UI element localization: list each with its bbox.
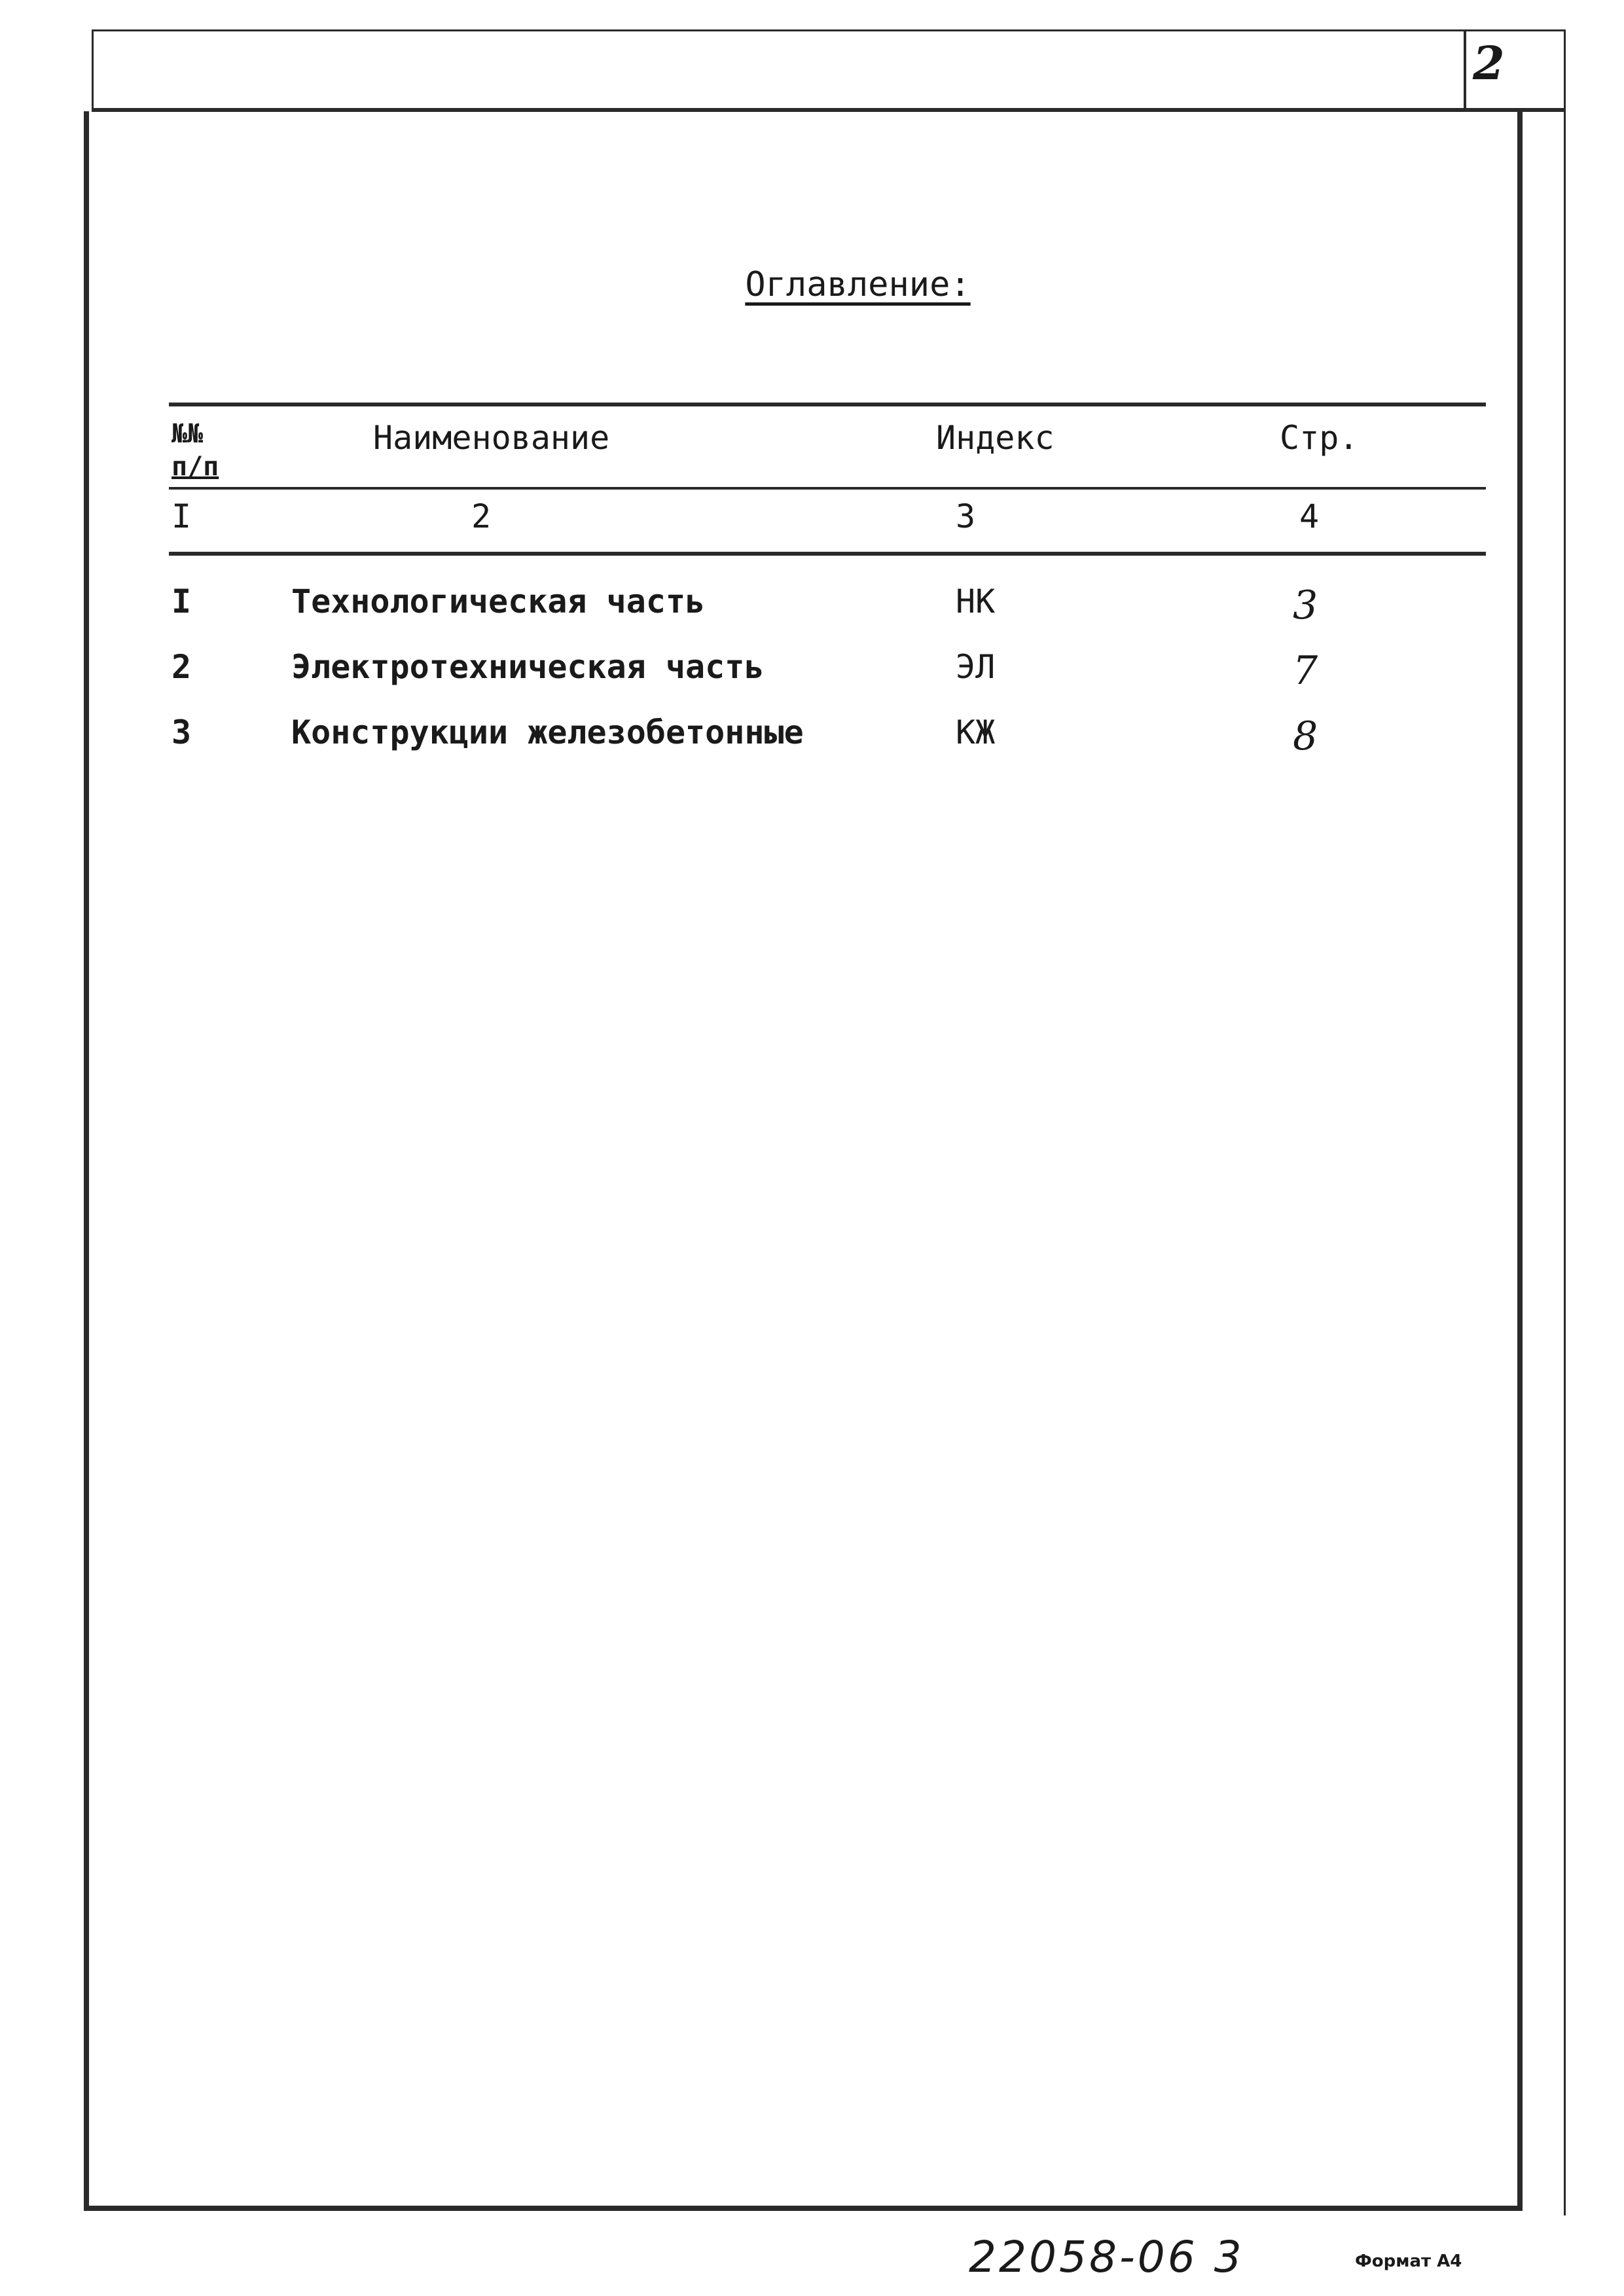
header-name: Наименование	[373, 419, 610, 457]
document-code: 22058-06 3	[969, 2232, 1244, 2282]
header-number-sublabel: п/п	[171, 452, 219, 482]
frame-header-bottom-line	[92, 108, 1566, 112]
header-number-label: №№	[171, 419, 204, 449]
table-header-rule	[169, 487, 1486, 490]
page-format-label: Формат А4	[1355, 2251, 1462, 2271]
frame-left-line	[84, 111, 89, 2209]
row-2-index: ЭЛ	[956, 648, 996, 686]
row-1-index: НК	[956, 583, 996, 620]
frame-outer-right-line	[1564, 29, 1566, 2215]
header-index: Индекс	[936, 419, 1055, 457]
table-top-rule	[169, 403, 1486, 406]
row-3-index: КЖ	[956, 713, 996, 751]
row-1-number: I	[171, 583, 192, 620]
frame-right-line	[1517, 111, 1523, 2209]
frame-bottom-line	[84, 2206, 1523, 2211]
page-number: 2	[1473, 36, 1505, 90]
column-number-3: 3	[956, 497, 976, 535]
row-2-name: Электротехническая часть	[291, 648, 765, 686]
frame-top-line	[92, 29, 1566, 31]
column-number-4: 4	[1299, 497, 1320, 535]
row-1-page: 3	[1293, 583, 1318, 628]
column-number-2: 2	[471, 497, 492, 535]
frame-header-left-line	[92, 29, 94, 111]
row-3-page: 8	[1293, 713, 1318, 759]
row-2-page: 7	[1293, 648, 1318, 694]
column-number-1: I	[171, 497, 192, 535]
row-1-name: Технологическая часть	[291, 583, 706, 620]
header-page: Стр.	[1280, 419, 1359, 457]
row-3-number: 3	[171, 713, 192, 751]
table-numbers-rule	[169, 552, 1486, 556]
row-2-number: 2	[171, 648, 192, 686]
row-3-name: Конструкции железобетонные	[291, 713, 804, 751]
page-number-divider	[1464, 29, 1466, 111]
page-title: Оглавление:	[745, 265, 971, 304]
